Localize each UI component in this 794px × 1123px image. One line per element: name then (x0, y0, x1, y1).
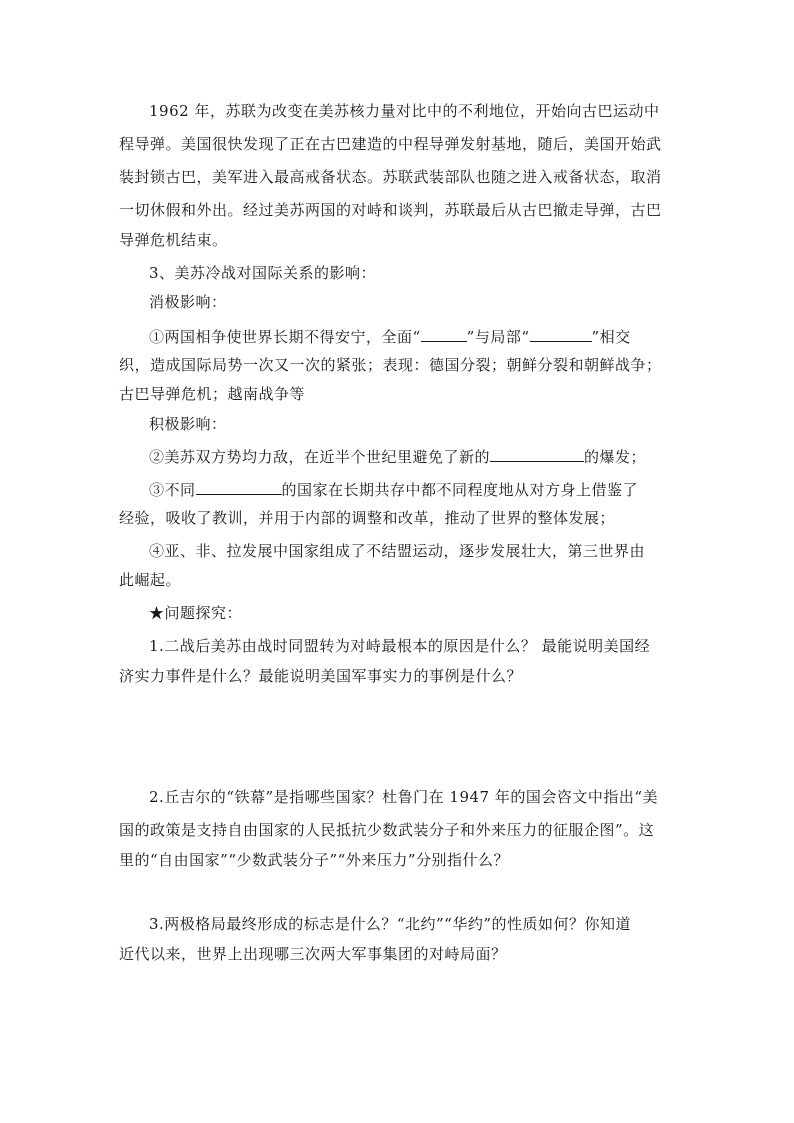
text-line: 里的“自由国家”“少数武装分子”“外来压力”分别指什么？ (119, 851, 510, 869)
text-line: 1.二战后美苏由战时同盟转为对峙最根本的原因是什么？ 最能说明美国经 (149, 637, 651, 655)
text-line: ①两国相争使世界长期不得安宁，全面“ ”与局部“ ”相交 (149, 328, 631, 346)
positive-impact-label: 积极影响： (149, 415, 227, 433)
text-line: 古巴导弹危机；越南战争等 (119, 385, 306, 403)
positive-impact-item: ②美苏双方势均力敌，在近半个世纪里避免了新的 的爆发； (149, 448, 647, 466)
fill-blank[interactable] (490, 446, 584, 462)
text-line: 装封锁古巴，美军进入最高戒备状态。苏联武装部队也随之进入戒备状态，取消 (119, 168, 662, 186)
text-line: ④亚、非、拉发展中国家组成了不结盟运动，逐步发展壮大，第三世界由 (149, 542, 646, 560)
text-line: 济实力事件是什么？最能说明美国军事实力的事例是什么？ (119, 667, 523, 685)
fill-blank[interactable] (421, 326, 467, 342)
text-line: 国的政策是支持自由国家的人民抵抗少数武装分子和外来压力的征服企图”。这 (119, 821, 655, 839)
text-line: 织，造成国际局势一次又一次的紧张；表现：德国分裂；朝鲜分裂和朝鲜战争； (119, 356, 662, 374)
text-line: 导弹危机结束。 (119, 231, 228, 249)
text-line: 此崛起。 (119, 571, 182, 589)
fill-blank[interactable] (196, 479, 282, 495)
section-heading: 3、美苏冷战对国际关系的影响： (149, 264, 377, 282)
text-line: 经验，吸收了教训，并用于内部的调整和改革，推动了世界的整体发展； (119, 509, 616, 527)
text-line: 近代以来，世界上出现哪三次两大军事集团的对峙局面？ (119, 945, 507, 963)
negative-impact-label: 消极影响： (149, 293, 227, 311)
text-line: 3.两极格局最终形成的标志是什么？“北约”“华约”的性质如何？你知道 (149, 915, 631, 933)
text-line: 2.丘吉尔的“铁幕”是指哪些国家？杜鲁门在 1947 年的国会咨文中指出“美 (149, 788, 659, 806)
text-line: 程导弹。美国很快发现了正在古巴建造的中程导弹发射基地，随后，美国开始武 (119, 135, 662, 153)
fill-blank[interactable] (530, 326, 592, 342)
text-line: 一切休假和外出。经过美苏两国的对峙和谈判，苏联最后从古巴撤走导弹，古巴 (119, 201, 662, 219)
inquiry-heading: ★问题探究： (149, 604, 243, 622)
text-line: ③不同 的国家在长期共存中都不同程度地从对方身上借鉴了 (149, 481, 639, 499)
text-line: 1962 年，苏联为改变在美苏核力量对比中的不利地位，开始向古巴运动中 (149, 102, 660, 120)
